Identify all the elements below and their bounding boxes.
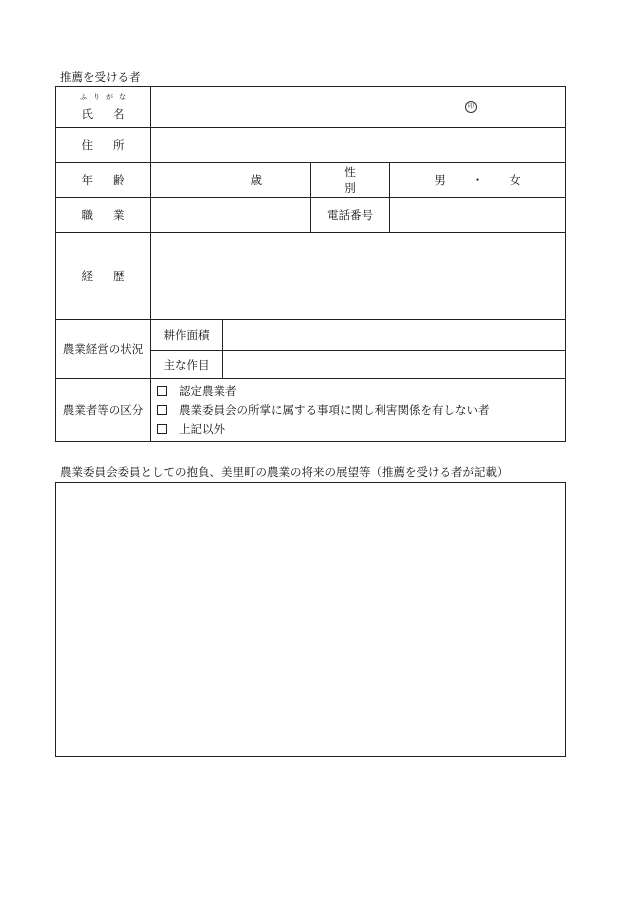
address-label: 住所 — [56, 128, 151, 163]
crop-field[interactable] — [223, 351, 566, 379]
category-option-label: 農業委員会の所掌に属する事項に関し利害関係を有しない者 — [179, 403, 490, 417]
age-row — [56, 163, 566, 198]
age-unit: 歳 — [250, 173, 262, 187]
category-option-other[interactable] — [151, 420, 565, 439]
checkbox-icon[interactable] — [157, 386, 167, 396]
applicant-table — [55, 86, 566, 442]
area-label: 耕作面積 — [151, 320, 223, 351]
form-title: 推薦を受ける者 — [60, 70, 141, 84]
phone-field[interactable] — [390, 198, 566, 233]
category-label: 農業者等の区分 — [56, 379, 151, 442]
name-label: 氏名 — [81, 107, 145, 121]
aspiration-title: 農業委員会委員としての抱負、美里町の農業の将来の展望等（推薦を受ける者が記載） — [60, 465, 509, 479]
category-options — [151, 379, 566, 442]
name-field[interactable] — [151, 87, 566, 128]
sex-female-option[interactable]: 女 — [509, 173, 521, 187]
name-label-cell — [56, 87, 151, 128]
category-option-certified[interactable] — [151, 382, 565, 401]
farm-label: 農業経営の状況 — [56, 320, 151, 379]
category-row — [56, 379, 566, 442]
crop-label: 主な作目 — [151, 351, 223, 379]
career-field[interactable] — [151, 233, 566, 320]
occupation-row — [56, 198, 566, 233]
sex-male-option[interactable]: 男 — [434, 173, 446, 187]
category-option-label: 認定農業者 — [179, 384, 237, 398]
address-field[interactable] — [151, 128, 566, 163]
sex-label: 性別 — [311, 163, 390, 198]
career-label: 経歴 — [56, 233, 151, 320]
phone-label: 電話番号 — [311, 198, 390, 233]
name-row — [56, 87, 566, 128]
checkbox-icon[interactable] — [157, 424, 167, 434]
sex-separator: ・ — [471, 173, 484, 187]
furigana-label: ふりがな — [80, 93, 132, 101]
aspiration-field[interactable] — [55, 482, 566, 757]
occupation-field[interactable] — [151, 198, 311, 233]
checkbox-icon[interactable] — [157, 405, 167, 415]
seal-icon: 印 — [465, 101, 477, 113]
career-row — [56, 233, 566, 320]
occupation-label: 職業 — [56, 198, 151, 233]
category-option-label: 上記以外 — [179, 422, 225, 436]
address-row — [56, 128, 566, 163]
farm-area-row — [56, 320, 566, 351]
age-label: 年齢 — [56, 163, 151, 198]
sex-field[interactable] — [390, 163, 566, 198]
category-option-no-interest[interactable] — [151, 401, 565, 420]
area-field[interactable] — [223, 320, 566, 351]
age-field[interactable] — [151, 163, 311, 198]
